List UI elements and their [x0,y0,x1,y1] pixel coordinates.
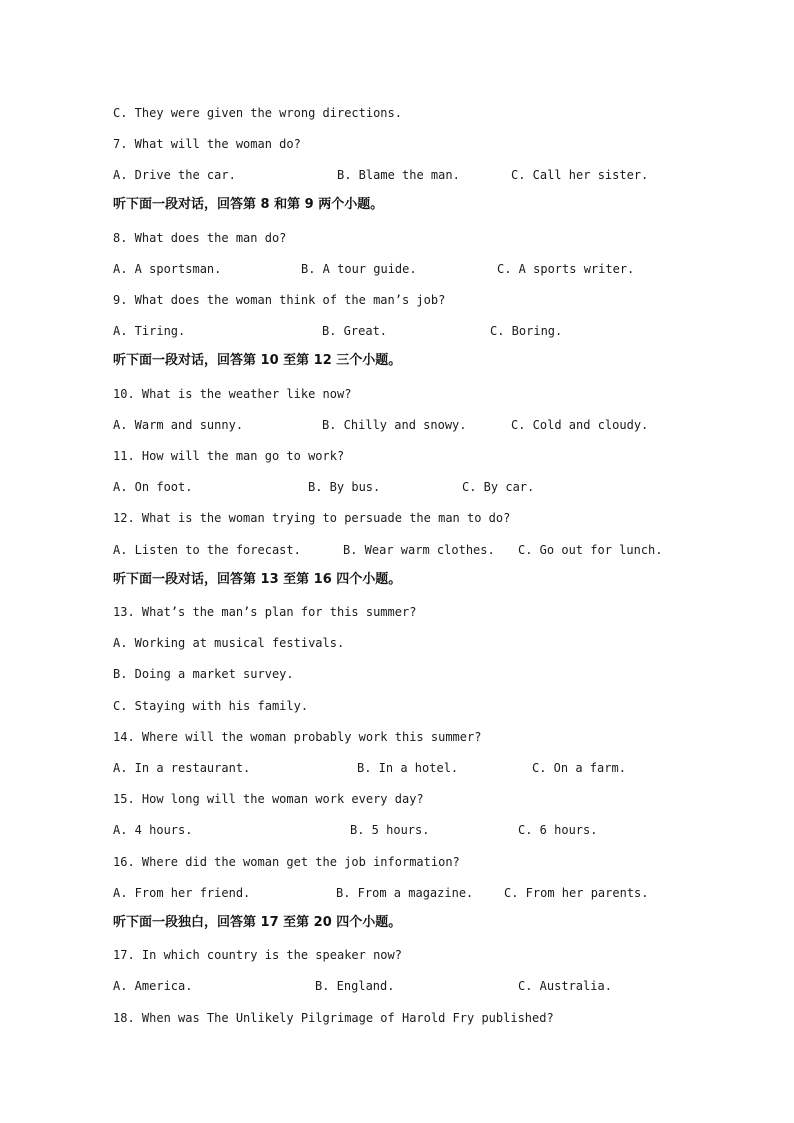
option-a: A. Warm and sunny. [113,418,244,432]
question-16: 16. Where did the woman get the job information? [113,855,460,869]
question-10: 10. What is the weather like now? [113,387,352,401]
option-c: C. Call her sister. [511,168,649,182]
option-a: A. America. [113,979,193,993]
option-b: B. Wear warm clothes. [343,543,495,557]
option-a: A. On foot. [113,480,193,494]
option-b: B. By bus. [308,480,381,494]
option-c: C. Go out for lunch. [518,543,663,557]
option-c: C. Australia. [518,979,612,993]
option-a: A. 4 hours. [113,823,193,837]
question-7: 7. What will the woman do? [113,137,301,151]
option-b: B. A tour guide. [301,262,417,276]
option-a: A. Drive the car. [113,168,236,182]
section-heading: 听下面一段对话，回答第 8 和第 9 两个小题。 [113,197,384,212]
question-8: 8. What does the man do? [113,231,287,245]
option-a: A. A sportsman. [113,262,222,276]
question-18: 18. When was The Unlikely Pilgrimage of Harold Fry published? [113,1011,554,1025]
option-c: C. From her parents. [504,886,649,900]
option-c: C. A sports writer. [497,262,635,276]
question-13-option-b: B. Doing a market survey. [113,667,294,681]
option-b: B. 5 hours. [350,823,430,837]
option-c: C. Boring. [490,324,563,338]
section-heading: 听下面一段对话，回答第 13 至第 16 四个小题。 [113,572,402,587]
option-c: C. 6 hours. [518,823,598,837]
question-11: 11. How will the man go to work? [113,449,345,463]
question-15: 15. How long will the woman work every day? [113,792,424,806]
option-a: A. Listen to the forecast. [113,543,301,557]
option-b: B. Great. [322,324,388,338]
option-b: B. From a magazine. [336,886,474,900]
question-6-option-c: C. They were given the wrong directions. [113,106,402,120]
option-c: C. On a farm. [532,761,626,775]
option-b: B. In a hotel. [357,761,459,775]
option-c: C. Cold and cloudy. [511,418,649,432]
question-14: 14. Where will the woman probably work this summer? [113,730,482,744]
section-heading: 听下面一段对话，回答第 10 至第 12 三个小题。 [113,353,402,368]
option-a: A. Tiring. [113,324,186,338]
question-12: 12. What is the woman trying to persuade the man to do? [113,511,511,525]
option-b: B. Chilly and snowy. [322,418,467,432]
question-13-option-c: C. Staying with his family. [113,699,309,713]
option-b: B. Blame the man. [337,168,460,182]
question-13: 13. What’s the man’s plan for this summer? [113,605,417,619]
question-17: 17. In which country is the speaker now? [113,948,402,962]
option-a: A. In a restaurant. [113,761,251,775]
section-heading: 听下面一段独白，回答第 17 至第 20 四个小题。 [113,915,402,930]
option-a: A. From her friend. [113,886,251,900]
option-c: C. By car. [462,480,535,494]
question-13-option-a: A. Working at musical festivals. [113,636,345,650]
option-b: B. England. [315,979,395,993]
question-9: 9. What does the woman think of the man’s job? [113,293,446,307]
